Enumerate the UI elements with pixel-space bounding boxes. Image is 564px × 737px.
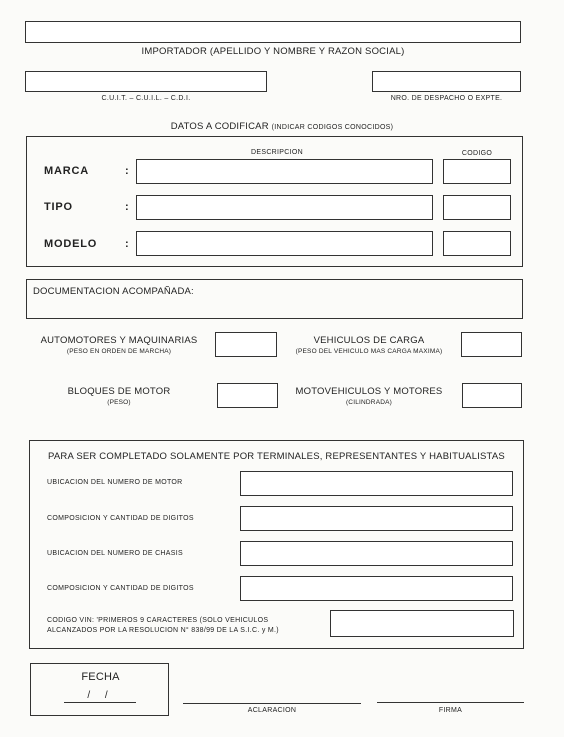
modelo-descripcion-field[interactable] — [136, 231, 433, 256]
marca-label: MARCA — [44, 165, 89, 177]
datos-subtitle: (INDICAR CODIGOS CONOCIDOS) — [271, 124, 394, 131]
fecha-slashes: / / — [87, 690, 114, 701]
vehiculos-label: VEHICULOS DE CARGA — [313, 335, 425, 346]
importer-field[interactable] — [25, 21, 521, 43]
automotores-label: AUTOMOTORES Y MAQUINARIAS — [40, 335, 198, 346]
terminales-title: PARA SER COMPLETADO SOLAMENTE POR TERMINALES, REPRESENTANTES Y HABITUALISTAS — [48, 451, 505, 462]
firma-label: FIRMA — [438, 707, 463, 714]
fecha-label: FECHA — [81, 671, 120, 683]
tipo-colon: : — [125, 201, 130, 213]
aclaracion-line — [183, 703, 361, 704]
vin-field[interactable] — [330, 610, 514, 637]
chasis-location-field[interactable] — [240, 541, 513, 566]
col-descripcion-header: DESCRIPCION — [251, 149, 303, 156]
marca-descripcion-field[interactable] — [136, 159, 433, 184]
aclaracion-label: ACLARACION — [247, 707, 297, 714]
modelo-colon: : — [125, 238, 130, 250]
tipo-descripcion-field[interactable] — [136, 195, 433, 220]
col-codigo-header: CODIGO — [461, 150, 493, 157]
datos-title: DATOS A CODIFICAR — [170, 121, 269, 132]
cuit-label: C.U.I.T. – C.U.I.L. – C.D.I. — [101, 95, 191, 102]
tipo-label: TIPO — [44, 201, 73, 213]
datos-title-line — [25, 121, 539, 132]
motovehiculos-label: MOTOVEHICULOS Y MOTORES — [295, 386, 443, 397]
motor-location-label: UBICACION DEL NUMERO DE MOTOR — [47, 479, 183, 486]
vin-label-line2: ALCANZADOS POR LA RESOLUCION N° 838/99 DE LA S.I.C. y M.) — [47, 627, 279, 634]
terminales-panel — [29, 440, 524, 649]
fecha-panel[interactable] — [30, 663, 169, 716]
automotores-note: (PESO EN ORDEN DE MARCHA) — [66, 348, 172, 355]
motovehiculos-field[interactable] — [462, 383, 522, 408]
vehiculos-field[interactable] — [461, 332, 522, 357]
marca-colon: : — [125, 165, 130, 177]
modelo-label: MODELO — [44, 238, 98, 250]
despacho-label: NRO. DE DESPACHO O EXPTE. — [390, 95, 503, 102]
fecha-underline — [64, 702, 136, 703]
motovehiculos-note: (CILINDRADA) — [345, 399, 393, 406]
documentacion-panel[interactable] — [26, 279, 523, 319]
cuit-field[interactable] — [25, 71, 267, 92]
vin-label-line1: CODIGO VIN: 'PRIMEROS 9 CARACTERES (SOLO VEHICULOS — [47, 617, 269, 624]
bloques-field[interactable] — [217, 383, 278, 408]
chasis-digits-label: COMPOSICION Y CANTIDAD DE DIGITOS — [47, 585, 194, 592]
importer-label: IMPORTADOR (APELLIDO Y NOMBRE Y RAZON SOCIAL) — [141, 46, 405, 57]
bloques-label: BLOQUES DE MOTOR — [67, 386, 171, 397]
firma-line — [377, 702, 524, 703]
modelo-codigo-field[interactable] — [443, 231, 511, 256]
datos-panel — [26, 136, 523, 267]
chasis-digits-field[interactable] — [240, 576, 513, 601]
despacho-field[interactable] — [372, 71, 521, 92]
tipo-codigo-field[interactable] — [443, 195, 511, 220]
motor-location-field[interactable] — [240, 471, 513, 496]
vehiculos-note: (PESO DEL VEHICULO MAS CARGA MAXIMA) — [295, 348, 443, 355]
motor-digits-label: COMPOSICION Y CANTIDAD DE DIGITOS — [47, 515, 194, 522]
automotores-field[interactable] — [215, 332, 277, 357]
marca-codigo-field[interactable] — [443, 159, 511, 184]
bloques-note: (PESO) — [107, 399, 131, 406]
chasis-location-label: UBICACION DEL NUMERO DE CHASIS — [47, 550, 183, 557]
documentacion-label: DOCUMENTACION ACOMPAÑADA: — [33, 286, 194, 297]
motor-digits-field[interactable] — [240, 506, 513, 531]
